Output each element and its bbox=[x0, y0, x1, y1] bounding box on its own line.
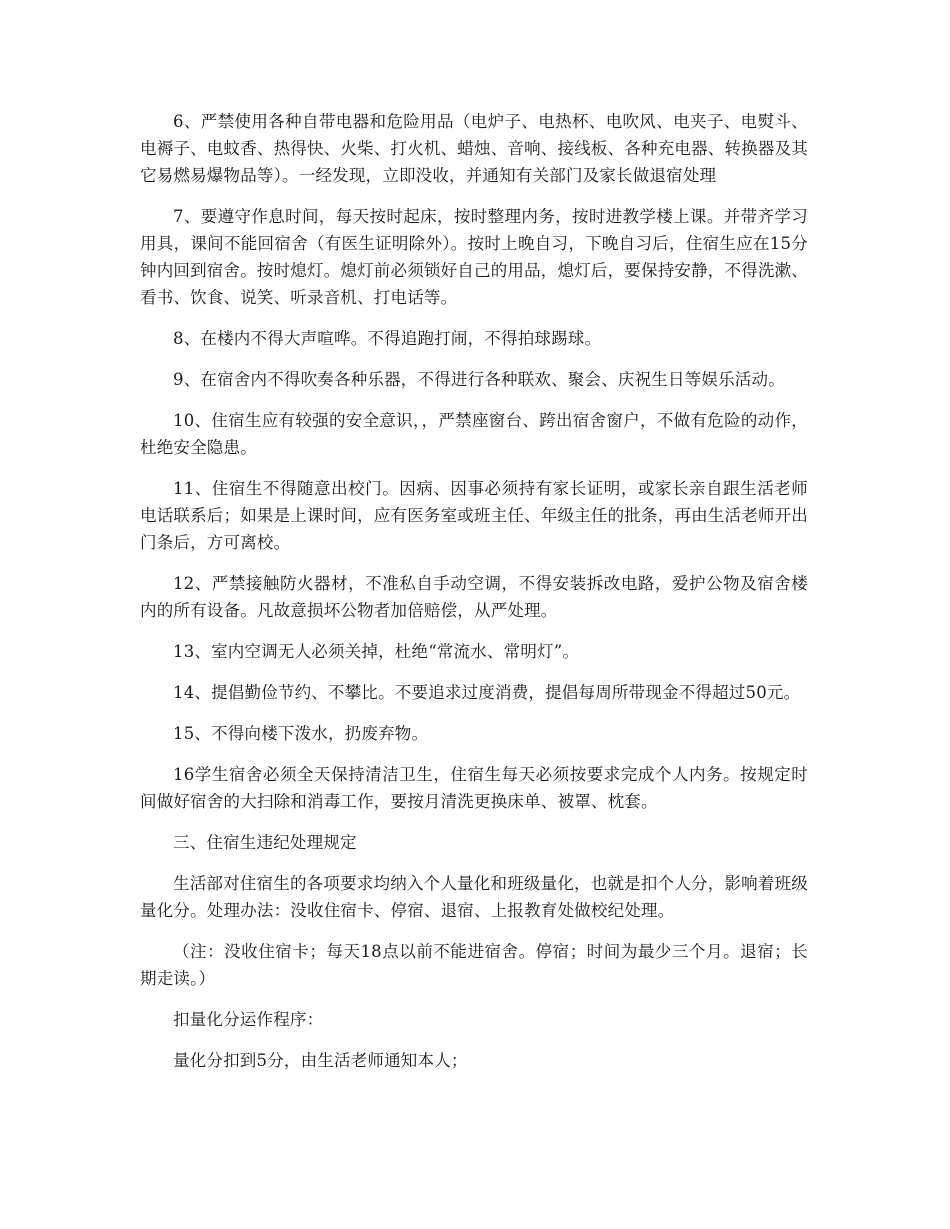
paragraph-procedure-heading: 扣量化分运作程序： bbox=[173, 1010, 324, 1029]
paragraph-note: （注：没收住宿卡；每天18点以前不能进宿舍。停宿；时间为最少三个月。退宿；长期走读。） bbox=[140, 942, 808, 988]
document-page bbox=[140, 108, 808, 1088]
paragraph-rule-13: 13、室内空调无人必须关掉，杜绝“常流水、常明灯”。 bbox=[173, 642, 580, 661]
paragraph-rule-16: 16学生宿舍必须全天保持清洁卫生，住宿生每天必须按要求完成个人内务。按规定时间做好宿舍的大扫除和消毒工作，要按月清洗更换床单、被罩、枕套。 bbox=[140, 765, 808, 811]
paragraph-rule-8: 8、在楼内不得大声喧哗。不得追跑打闹，不得拍球踢球。 bbox=[173, 329, 602, 348]
paragraph-rule-12: 12、严禁接触防火器材，不准私自手动空调，不得安装拆改电路，爱护公物及宿舍楼内的所有设备。凡故意损坏公物者加倍赔偿，从严处理。 bbox=[140, 574, 808, 620]
paragraph-rule-6: 6、严禁使用各种自带电器和危险用品（电炉子、电热杯、电吹风、电夹子、电熨斗、电褥子、电蚊香、热得快、火柴、打火机、蜡烛、音响、接线板、各种充电器、转换器及其它易燃易爆物品等）。一经发现，立即没收，并通知有关部门及家长做退宿处理 bbox=[140, 112, 808, 185]
paragraph-rule-7: 7、要遵守作息时间，每天按时起床，按时整理内务，按时进教学楼上课。并带齐学习用具，课间不能回宿舍（有医生证明除外）。按时上晚自习，下晚自习后，住宿生应在15分钟内回到宿舍。按时熄灯。熄灯前必须锁好自己的用品，熄灯后，要保持安静，不得洗漱、看书、饮食、说笑、听录音机、打电话等。 bbox=[140, 207, 808, 307]
paragraph-rule-14: 14、提倡勤俭节约、不攀比。不要追求过度消费，提倡每周所带现金不得超过50元。 bbox=[173, 683, 801, 702]
paragraph-rule-9: 9、在宿舍内不得吹奏各种乐器，不得进行各种联欢、聚会、庆祝生日等娱乐活动。 bbox=[173, 370, 785, 389]
paragraph-procedure-step-1: 量化分扣到5分，由生活老师通知本人； bbox=[173, 1051, 468, 1070]
paragraph-rule-15: 15、不得向楼下泼水，扔废弃物。 bbox=[173, 724, 429, 743]
section-heading-discipline: 三、住宿生违纪处理规定 bbox=[173, 833, 357, 852]
paragraph-rule-10: 10、住宿生应有较强的安全意识，，严禁座窗台、跨出宿舍窗户，不做有危险的动作，杜绝安全隐患。 bbox=[140, 411, 808, 457]
paragraph-discipline-policy: 生活部对住宿生的各项要求均纳入个人量化和班级量化，也就是扣个人分，影响着班级量化分。处理办法：没收住宿卡、停宿、退宿、上报教育处做校纪处理。 bbox=[140, 874, 808, 920]
paragraph-rule-11: 11、住宿生不得随意出校门。因病、因事必须持有家长证明，或家长亲自跟生活老师电话联系后；如果是上课时间，应有医务室或班主任、年级主任的批条，再由生活老师开出门条后，方可离校。 bbox=[140, 479, 808, 552]
